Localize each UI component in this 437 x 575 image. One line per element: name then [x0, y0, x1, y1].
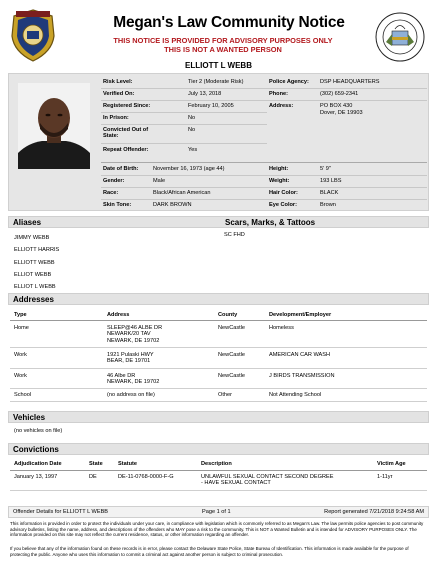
footer-offender-details: Offender Details for ELLIOTT L WEBB: [13, 509, 109, 515]
police-agency-value: DSP HEADQUARTERS: [320, 79, 380, 85]
conviction-state: DE: [89, 474, 97, 480]
col-description: Description: [201, 461, 232, 467]
registered-since-label: Registered Since:: [103, 103, 151, 109]
address-county: Other: [218, 392, 232, 398]
address-line: NEWARK, DE 19702: [107, 379, 160, 386]
address-text: (no address on file): [107, 392, 155, 398]
conviction-description: [201, 474, 334, 487]
divider: [10, 490, 427, 491]
address-type: Work: [14, 373, 27, 379]
col-address: Address: [107, 312, 130, 318]
conviction-victim-age: 1-11yr: [377, 474, 393, 480]
address-employer: J BIRDS TRANSMISSION: [269, 373, 335, 379]
col-county: County: [218, 312, 238, 318]
convicted-out-of-state-value: No: [188, 127, 196, 133]
divider: [10, 401, 427, 402]
address-employer: AMERICAN CAR WASH: [269, 352, 331, 358]
address-employer: Not Attending School: [269, 392, 322, 398]
divider: [101, 143, 267, 144]
address-line: SLEEP@46 ALBE DR: [107, 325, 163, 331]
advisory-notice: [78, 37, 368, 55]
weight-label: Weight:: [269, 178, 290, 184]
height-value: 5' 9": [320, 166, 331, 172]
description-line: - HAVE SEXUAL CONTACT: [201, 480, 271, 487]
convictions-header: Convictions: [8, 443, 429, 455]
verified-on-value: July 13, 2018: [188, 91, 222, 97]
aliases-scars-header: [8, 216, 429, 228]
scars-heading: Scars, Marks, & Tattoos: [225, 218, 316, 227]
scar-item: SC FHD: [224, 232, 245, 238]
address-text: [107, 352, 154, 365]
col-adjudication-date: Adjudication Date: [14, 461, 62, 467]
alias-item: ELLIOTT WEBB: [14, 259, 55, 266]
divider: [101, 100, 427, 101]
vehicles-empty: (no vehicles on file): [14, 428, 63, 434]
alias-item: ELLIOTT HARRIS: [14, 247, 60, 254]
height-label: Height:: [269, 166, 289, 172]
col-statute: Statute: [118, 461, 137, 467]
col-state: State: [89, 461, 103, 467]
alias-item: ELLIOT WEBB: [14, 271, 52, 278]
divider: [10, 320, 427, 321]
risk-level-label: Risk Level:: [103, 79, 133, 85]
col-employer: Development/Employer: [269, 312, 332, 318]
verified-on-label: Verified On:: [103, 91, 135, 97]
alias-item: ELLIOT L WEBB: [14, 284, 56, 291]
weight-value: 193 LBS: [320, 178, 342, 184]
footer-report-generated: Report generated 7/21/2018 9:24:58 AM: [324, 509, 424, 515]
address-employer: Homeless: [269, 325, 294, 331]
gender-value: Male: [153, 178, 166, 184]
divider: [10, 368, 427, 369]
in-prison-label: In Prison:: [103, 115, 129, 121]
phone-label: Phone:: [269, 91, 288, 97]
addresses-header: Addresses: [8, 293, 429, 305]
divider: [101, 187, 427, 188]
disclaimer-paragraph-2: If you believe that any of the information found on these records is in error, please contact the Delaware State Police, State Bureau of Identification. This information is made available for the purpose of protecting the public. Anyone who uses this information to commit a criminal act against another person is subject to criminal prosecution.: [10, 546, 409, 557]
police-agency-label: Police Agency:: [269, 79, 309, 85]
skin-tone-value: DARK BROWN: [153, 202, 192, 208]
notice-line-1: THIS NOTICE IS PROVIDED FOR ADVISORY PURPOSES ONLY: [113, 36, 333, 45]
hair-color-label: Hair Color:: [269, 190, 298, 196]
address-county: NewCastle: [218, 373, 246, 379]
eye-color-value: Brown: [320, 202, 336, 208]
notice-line-2: THIS IS NOT A WANTED PERSON: [164, 44, 282, 54]
divider: [10, 470, 427, 471]
divider: [10, 388, 427, 389]
disclaimer-paragraph-1: This information is provided in order to protect the individuals under your care, in compliance with legislation which is commonly referred to as Megan's Law. The law permits police agencies to post community advisory bulletins, listing the name, address, and descriptions of the offenders who MAY pose a risk to the community. This is NOT a Wanted Bulletin and is intended for ADVISORY PURPOSES ONLY. The information provided on this site may not reflect the current residence, status, or other information regarding an offender.: [10, 521, 424, 538]
address-type: School: [14, 392, 32, 398]
eye-color-label: Eye Color:: [269, 202, 297, 208]
description-line: UNLAWFUL SEXUAL CONTACT SECOND DEGREE: [201, 474, 334, 480]
conviction-statute: DE-11-0768-0000-F-G: [118, 474, 174, 480]
registered-since-value: February 10, 2005: [188, 103, 234, 109]
delaware-state-seal-logo: [375, 12, 425, 62]
address-county: NewCastle: [218, 352, 246, 358]
address-line: NEWARK/20 TAV: [107, 331, 151, 338]
divider: [10, 347, 427, 348]
address-line: BEAR, DE 19701: [107, 358, 151, 365]
divider: [101, 88, 427, 89]
footer-page-number: Page 1 of 1: [202, 509, 231, 515]
address-line: 46 Albe DR: [107, 373, 136, 379]
police-address-line-2: Dover, DE 19903: [320, 110, 363, 116]
race-label: Race:: [103, 190, 119, 196]
dob-label: Date of Birth:: [103, 166, 139, 172]
aliases-heading: Aliases: [13, 218, 42, 227]
convicted-out-of-state-label: Convicted Out of State:: [103, 127, 149, 140]
divider: [101, 112, 267, 113]
offender-photo: [18, 83, 90, 169]
vehicles-header: Vehicles: [8, 411, 429, 423]
offender-name: ELLIOTT L WEBB: [185, 61, 252, 70]
address-line: 1921 Pulaski HWY: [107, 352, 154, 358]
state-police-badge-logo: [8, 8, 58, 63]
in-prison-value: No: [188, 115, 196, 121]
hair-color-value: BLACK: [320, 190, 339, 196]
repeat-offender-label: Repeat Offender:: [103, 147, 149, 153]
divider: [101, 199, 427, 200]
conviction-date: January 13, 1997: [14, 474, 58, 480]
police-address-label: Address:: [269, 103, 294, 109]
address-type: Home: [14, 325, 29, 331]
risk-level-value: Tier 2 (Moderate Risk): [188, 79, 244, 85]
divider: [101, 175, 427, 176]
address-line: NEWARK, DE 19702: [107, 337, 160, 344]
divider: [101, 162, 427, 163]
address-text: [107, 373, 159, 386]
col-type: Type: [14, 312, 27, 318]
police-address-line-1: PO BOX 430: [320, 103, 353, 109]
repeat-offender-value: Yes: [188, 147, 198, 153]
alias-item: JIMMY WEBB: [14, 235, 50, 241]
footer-bar: [8, 506, 429, 518]
skin-tone-label: Skin Tone:: [103, 202, 132, 208]
divider: [101, 124, 267, 125]
gender-label: Gender:: [103, 178, 125, 184]
phone-value: (302) 659-2341: [320, 91, 359, 97]
dob-value: November 16, 1973 (age 44): [153, 166, 225, 172]
col-victim-age: Victim Age: [377, 461, 406, 467]
page-title: Megan's Law Community Notice: [113, 14, 345, 31]
aliases-list: [14, 232, 59, 293]
address-type: Work: [14, 352, 27, 358]
address-county: NewCastle: [218, 325, 246, 331]
race-value: Black/African American: [153, 190, 211, 196]
address-text: [107, 325, 162, 344]
